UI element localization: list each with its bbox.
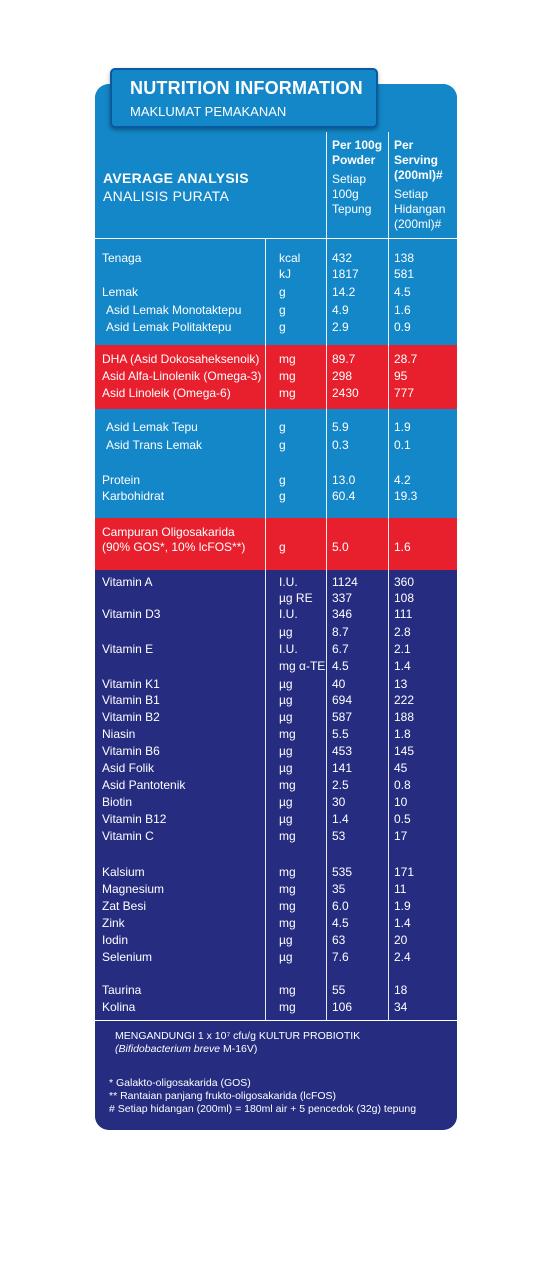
row-gos-lcfos: (90% GOS*, 10% lcFOS**) g 5.0 1.6 <box>102 540 411 554</box>
row-iodin: Iodin µg 63 20 <box>102 933 408 947</box>
analysis-subheading: ANALISIS PURATA <box>103 188 230 204</box>
row-zink: Zink mg 4.5 1.4 <box>102 916 411 930</box>
header-divider <box>95 238 457 239</box>
footnote-serving: # Setiap hidangan (200ml) = 180ml air + 5 pencedok (32g) tepung <box>109 1103 417 1115</box>
footnote-lcfos: ** Rantaian panjang frukto-oligosakarida (lcFOS) <box>109 1090 337 1102</box>
row-karbohidrat: Karbohidrat g 60.4 19.3 <box>102 489 418 503</box>
row-tenaga-kj: kJ 1817 581 <box>279 267 415 281</box>
col-per-100g-header: Per 100g Powder Setiap 100g Tepung <box>332 138 383 216</box>
probiotic-strain: (Bifidobacterium breve M-16V) <box>115 1043 258 1055</box>
row-vitamin-b1: Vitamin B1 µg 694 222 <box>102 693 415 707</box>
row-vitamin-k1: Vitamin K1 µg 40 13 <box>102 677 408 691</box>
col-per-serving-header: Per Serving (200ml)# Setiap Hidangan (200ml)# <box>394 138 446 231</box>
table-bottom-divider <box>95 1020 457 1021</box>
row-asid-pantotenik: Asid Pantotenik mg 2.5 0.8 <box>102 778 411 792</box>
row-vitamin-b12: Vitamin B12 µg 1.4 0.5 <box>102 812 411 826</box>
row-zat-besi: Zat Besi mg 6.0 1.9 <box>102 899 411 913</box>
row-vitamin-e-iu: Vitamin E I.U. 6.7 2.1 <box>102 642 411 656</box>
row-lemak: Lemak g 14.2 4.5 <box>102 285 411 299</box>
row-vitamin-c: Vitamin C mg 53 17 <box>102 829 408 843</box>
row-magnesium: Magnesium mg 35 11 <box>102 882 407 896</box>
row-vitamin-d3-iu: Vitamin D3 I.U. 346 111 <box>102 607 413 621</box>
row-vitamin-a-iu: Vitamin A I.U. 1124 360 <box>102 575 415 589</box>
row-selenium: Selenium µg 7.6 2.4 <box>102 950 411 964</box>
row-tenaga-kcal: Tenaga kcal 432 138 <box>102 251 415 265</box>
probiotic-statement <box>115 1030 360 1056</box>
row-vitamin-b6: Vitamin B6 µg 453 145 <box>102 744 415 758</box>
page-title: NUTRITION INFORMATION <box>130 78 363 98</box>
row-vitamin-b2: Vitamin B2 µg 587 188 <box>102 710 415 724</box>
row-omega-3: Asid Alfa-Linolenik (Omega-3) mg 298 95 <box>102 369 408 383</box>
row-omega-6: Asid Linoleik (Omega-6) mg 2430 777 <box>102 386 415 400</box>
analysis-heading: AVERAGE ANALYSIS <box>103 170 249 186</box>
row-kolina: Kolina mg 106 34 <box>102 1000 408 1014</box>
row-asid-lemak-politaktepu: Asid Lemak Politaktepu g 2.9 0.9 <box>106 320 411 334</box>
row-niasin: Niasin mg 5.5 1.8 <box>102 727 411 741</box>
nutrition-panel <box>95 84 457 1130</box>
page-subtitle: MAKLUMAT PEMAKANAN <box>130 104 287 119</box>
probiotic-line: MENGANDUNGI 1 x 10⁷ cfu/g KULTUR PROBIOTIK <box>115 1030 361 1042</box>
title-banner <box>110 68 378 128</box>
row-kalsium: Kalsium mg 535 171 <box>102 865 415 879</box>
row-asid-lemak-tepu: Asid Lemak Tepu g 5.9 1.9 <box>106 420 411 434</box>
row-biotin: Biotin µg 30 10 <box>102 795 408 809</box>
row-vitamin-d3-ug: µg 8.7 2.8 <box>279 625 411 639</box>
row-protein: Protein g 13.0 4.2 <box>102 473 411 487</box>
row-asid-folik: Asid Folik µg 141 45 <box>102 761 408 775</box>
row-asid-trans-lemak: Asid Trans Lemak g 0.3 0.1 <box>106 438 411 452</box>
row-campuran-oligosakarida: Campuran Oligosakarida <box>102 525 235 539</box>
row-dha: DHA (Asid Dokosaheksenoik) mg 89.7 28.7 <box>102 352 418 366</box>
analysis-header <box>103 170 249 204</box>
row-asid-lemak-monotaktepu: Asid Lemak Monotaktepu g 4.9 1.6 <box>106 303 411 317</box>
row-taurina: Taurina mg 55 18 <box>102 983 408 997</box>
footnote-gos: * Galakto-oligosakarida (GOS) <box>109 1077 251 1089</box>
row-vitamin-e-te: mg α-TE 4.5 1.4 <box>279 659 411 673</box>
row-vitamin-a-re: µg RE 337 108 <box>279 591 415 605</box>
